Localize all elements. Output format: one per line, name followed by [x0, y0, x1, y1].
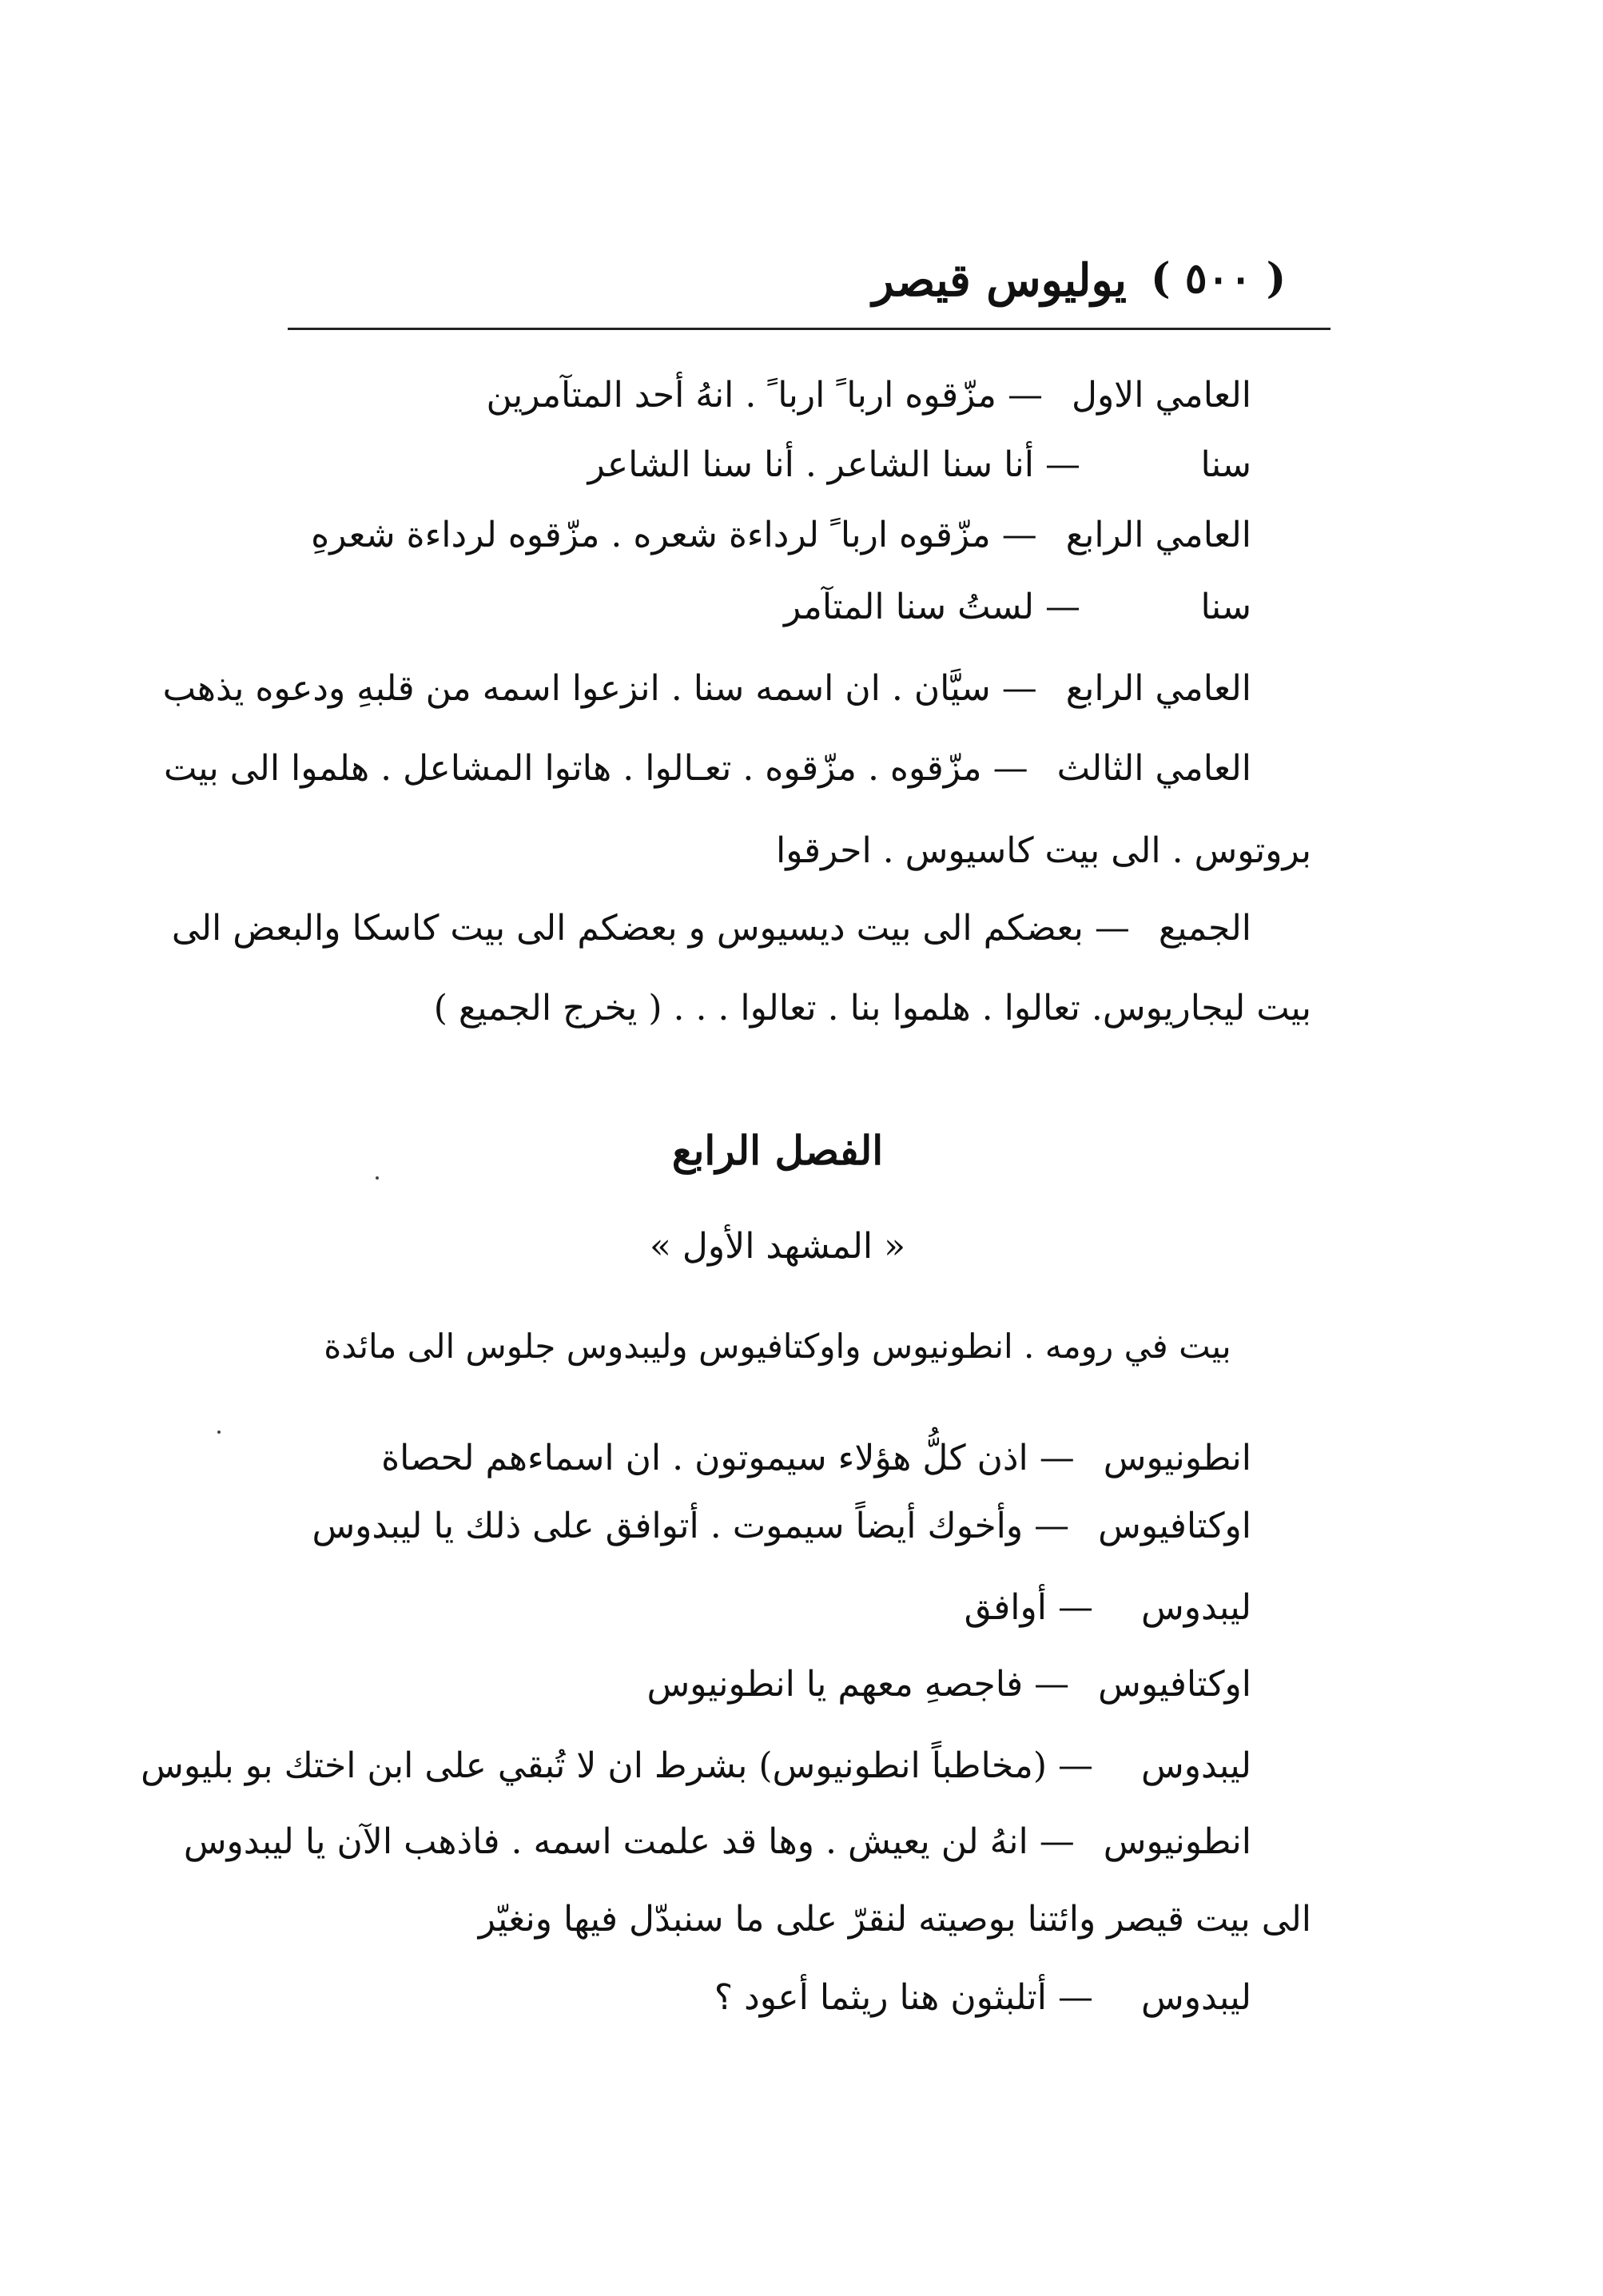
speaker-name: سنا: [1200, 587, 1251, 627]
line-text: — مزّقوه . مزّقوه . تعـالوا . هاتوا المشاعل . هلموا الى بيت: [164, 748, 1028, 789]
dialogue-line: [647, 1661, 1251, 1709]
scan-speck: [376, 1176, 379, 1180]
running-title: يوليوس قيصر: [872, 254, 1127, 307]
page-number: ( ٥٠٠ ): [1151, 254, 1287, 303]
line-text: — اذن كلُّ هؤلاء سيموتون . ان اسماءهم لحصاة: [381, 1438, 1075, 1478]
speaker-name: العامي الاول: [1071, 375, 1251, 416]
dialogue-line: [381, 1435, 1251, 1482]
speaker-name: اوكتافيوس: [1098, 1664, 1251, 1705]
line-text: — أتلبثون هنا ريثما أعود ؟: [714, 1977, 1093, 2018]
line-text: — مزّقوه اربا ً لرداءة شعره . مزّقوه لرداءة شعرهِ: [311, 515, 1037, 555]
speaker-name: العامي الثالث: [1056, 748, 1251, 789]
speaker-name: ليبدوس: [1140, 1745, 1251, 1786]
dialogue-line: [714, 1974, 1251, 2022]
line-text: — بعضكم الى بيت ديسيوس و بعضكم الى بيت كاسكا والبعض الى: [171, 908, 1130, 949]
line-text: — مزّقوه اربا ً اربا ً . انهُ أحد المتآمرين: [486, 375, 1043, 416]
speaker-name: انطونيوس: [1103, 1821, 1251, 1862]
line-text: — فاجصهِ معهم يا انطونيوس: [646, 1664, 1070, 1705]
line-text: — انهُ لن يعيش . وها قد علمت اسمه . فاذهب الآن يا ليبدوس: [183, 1821, 1075, 1862]
line-text: الى بيت قيصر وائتنا بوصيته لنقرّ على ما سنبدّل فيها ونغيّر: [478, 1899, 1311, 1940]
speaker-name: العامي الرابع: [1065, 515, 1251, 555]
speaker-name: انطونيوس: [1103, 1438, 1251, 1478]
speaker-name: ليبدوس: [1140, 1587, 1251, 1628]
dialogue-line: [312, 1502, 1251, 1550]
line-text: بيت ليجاريوس. تعالوا . هلموا بنا . تعالوا . . . ( يخرج الجميع ): [433, 988, 1311, 1029]
scan-speck: [217, 1431, 221, 1434]
line-text: — سيَّان . ان اسمه سنا . انزعوا اسمه من قلبهِ ودعوه يذهب: [162, 668, 1037, 709]
dialogue-line: [184, 1818, 1251, 1866]
line-text: — (مخاطباً انطونيوس) بشرط ان لا تُبقي على ابن اختك بو بليوس: [141, 1745, 1093, 1786]
dialogue-line: [479, 1896, 1311, 1944]
act-title: الفصل الرابع: [671, 1127, 884, 1174]
stage-setting: بيت في رومه . انطونيوس واوكتافيوس وليبدوس جلوس الى مائدة: [324, 1327, 1231, 1366]
line-text: بروتوس . الى بيت كاسيوس . احرقوا: [775, 830, 1311, 871]
line-text: — أوافق: [964, 1587, 1093, 1628]
line-text: — وأخوك أيضاً سيموت . أتوافق على ذلك يا ليبدوس: [312, 1506, 1070, 1546]
line-text: — أنا سنا الشاعر . أنا سنا الشاعر: [587, 444, 1080, 485]
speaker-name: اوكتافيوس: [1098, 1506, 1251, 1546]
speaker-name: العامي الرابع: [1065, 668, 1251, 709]
line-text: — لستُ سنا المتآمر: [784, 587, 1080, 627]
dialogue-line: [965, 1584, 1251, 1632]
speaker-name: الجميع: [1158, 908, 1251, 949]
scene-title: « المشهد الأول »: [649, 1226, 906, 1267]
speaker-name: سنا: [1200, 444, 1251, 485]
dialogue-line: [141, 1742, 1251, 1790]
speaker-name: ليبدوس: [1140, 1977, 1251, 2018]
